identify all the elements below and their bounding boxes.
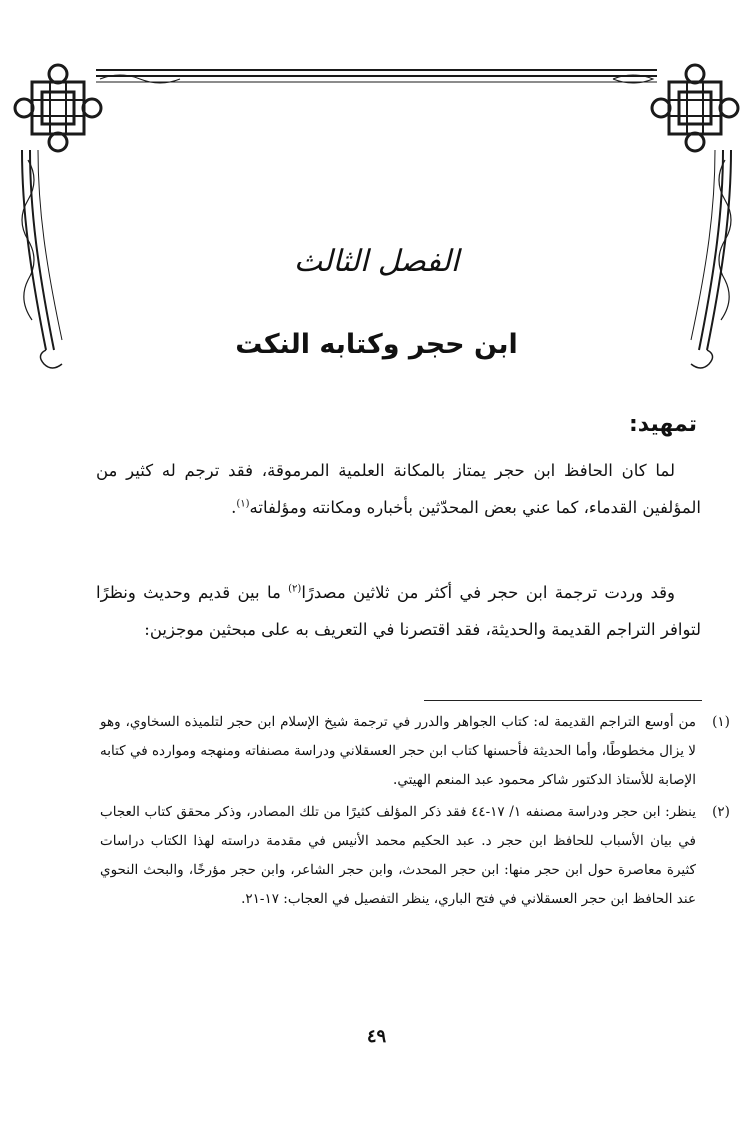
paragraph-1-end: . xyxy=(231,498,237,517)
chapter-label: الفصل الثالث xyxy=(293,244,460,279)
right-knot-ornament xyxy=(652,65,738,151)
page-number: ٤٩ xyxy=(366,1026,387,1047)
footnote xyxy=(96,798,746,914)
footnote-separator xyxy=(424,700,702,701)
section-heading: تمهيد: xyxy=(628,412,697,437)
paragraph-1 xyxy=(96,452,701,526)
footnote-text: ينظر: ابن حجر ودراسة مصنفه ١/ ١٧-٤٤ فقد ذكر المؤلف كثيرًا من تلك المصادر، وذكر محقق كتاب العجاب في بيان الأسباب للحافظ ابن حجر د. عبد الحكيم محمد الأنيس في مقدمة دراسته لهذا الكتاب دراسات كثيرة معاصرة حول ابن حجر منها: ابن حجر المحدث، وابن حجر الشاعر، وابن حجر مؤرخًا، والبحث النحوي عند الحافظ ابن حجر العسقلاني في فتح الباري، ينظر التفصيل في العجاب: ١٧-٢١. xyxy=(100,804,696,907)
paragraph-2 xyxy=(96,574,701,648)
footnotes xyxy=(96,708,746,917)
left-knot-ornament xyxy=(15,65,101,151)
footnote xyxy=(96,708,746,795)
footnote-ref-2[interactable]: (٢) xyxy=(288,583,302,595)
footnote-text: من أوسع التراجم القديمة له: كتاب الجواهر والدرر في ترجمة شيخ الإسلام ابن حجر لتلميذه السخاوي، وهو لا يزال مخطوطًا، وأما الحديثة فأحسنها كتاب ابن حجر العسقلاني ودراسة مصنفاته ومنهجه وموارده في كتابه الإصابة للأستاذ الدكتور شاكر محمود عبد المنعم الهيتي. xyxy=(100,714,696,788)
footnote-ref-1[interactable]: (١) xyxy=(236,498,250,510)
footnote-number: (١) xyxy=(712,714,730,730)
paragraph-2-text-a: وقد وردت ترجمة ابن حجر في أكثر من ثلاثين مصدرًا xyxy=(301,583,676,602)
paragraph-1-text: لما كان الحافظ ابن حجر يمتاز بالمكانة العلمية المرموقة، فقد ترجم له كثير من المؤلفين القدماء، كما عني بعض المحدّثين بأخباره ومكانته ومؤلفاته xyxy=(96,461,701,517)
footnote-number: (٢) xyxy=(712,804,730,820)
chapter-title: ابن حجر وكتابه النكت xyxy=(235,329,518,360)
paragraph-2-text-b: ما بين قديم وحديث ونظرًا لتوافر التراجم القديمة والحديثة، فقد اقتصرنا في التعريف به على مبحثين موجزين: xyxy=(96,583,701,639)
